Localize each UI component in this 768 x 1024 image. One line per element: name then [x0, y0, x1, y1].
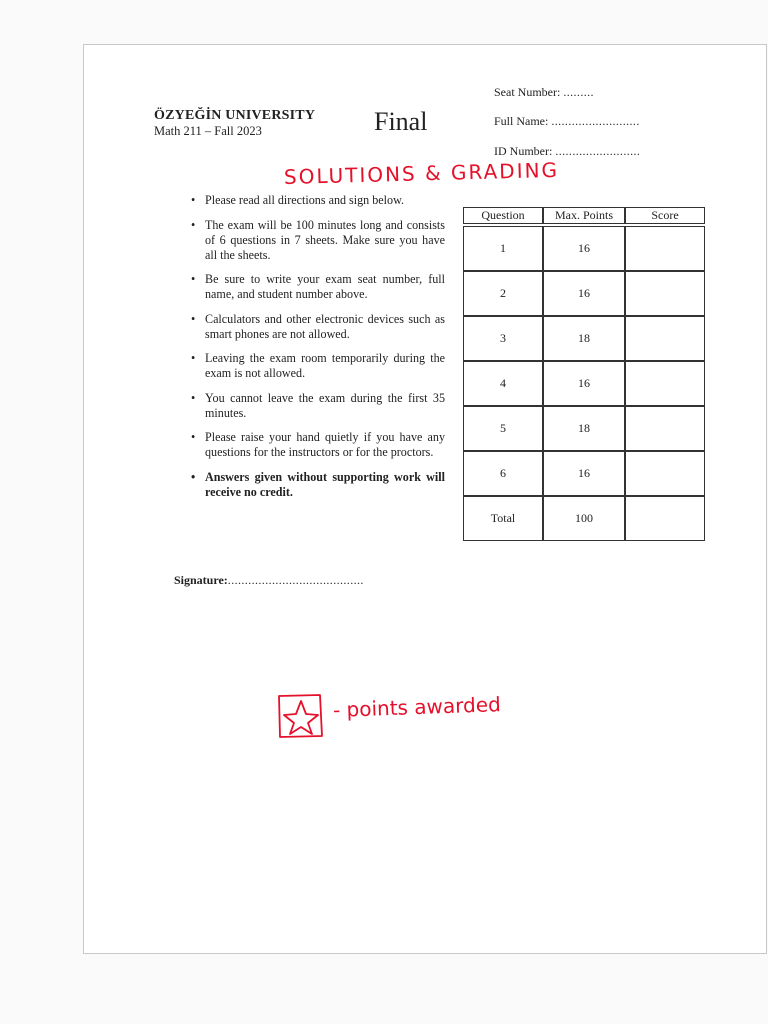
direction-item: • Calculators and other electronic devices such as smart phones are not allowed.: [191, 311, 445, 341]
header-score: Score: [625, 207, 705, 224]
question-cell: Total: [463, 496, 543, 541]
exam-cover-page: [83, 44, 767, 954]
exam-title: Final: [374, 107, 428, 136]
table-row: [463, 406, 705, 451]
signature-dots: ........................................: [227, 573, 364, 587]
direction-item: • You cannot leave the exam during the first 35 minutes.: [191, 390, 445, 420]
id-number-field: [494, 144, 640, 159]
course-name: Math 211 – Fall 2023: [154, 124, 262, 138]
table-row: [463, 226, 705, 271]
question-cell: 6: [463, 451, 543, 496]
university-name: ÖZYEĞİN UNIVERSITY: [154, 108, 316, 123]
score-cell: [625, 226, 705, 271]
direction-item: • Please raise your hand quietly if you have any questions for the instructors or for the proctors.: [191, 430, 445, 459]
direction-item: • Leaving the exam room temporarily during the exam is not allowed.: [191, 351, 445, 380]
question-cell: 3: [463, 316, 543, 361]
grading-table-header: [463, 207, 705, 224]
full-name-label: Full Name:: [494, 114, 549, 128]
max-points-cell: 16: [543, 361, 625, 406]
question-cell: 1: [463, 226, 543, 271]
score-cell: [625, 361, 705, 406]
id-number-dots: .........................: [555, 144, 641, 158]
directions-list: [187, 193, 445, 509]
seat-number-field: [494, 85, 594, 100]
seat-number-label: Seat Number:: [494, 85, 561, 99]
direction-item-no-credit: • Answers given without supporting work will receive no credit.: [191, 469, 445, 499]
solutions-grading-annotation: SOLUTIONS & GRADING: [283, 157, 560, 189]
score-cell: [625, 406, 705, 451]
full-name-field: [494, 114, 640, 129]
table-row: [463, 451, 705, 496]
signature-line: [174, 573, 364, 588]
question-cell: 2: [463, 271, 543, 316]
legend-text: - points awarded: [332, 692, 502, 722]
max-points-cell: 16: [543, 271, 625, 316]
score-cell: [625, 316, 705, 361]
question-cell: 5: [463, 406, 543, 451]
table-row: [463, 361, 705, 406]
direction-item: • Be sure to write your exam seat number, full name, and student number above.: [191, 272, 445, 301]
max-points-cell: 16: [543, 226, 625, 271]
direction-item: • Please read all directions and sign below.: [191, 193, 405, 207]
max-points-cell: 18: [543, 316, 625, 361]
score-cell: [625, 496, 705, 541]
grading-table: [463, 207, 705, 541]
score-cell: [625, 451, 705, 496]
direction-item: • The exam will be 100 minutes long and consists of 6 questions in 7 sheets. Make sure you have all the sheets.: [191, 217, 445, 262]
points-awarded-legend: [277, 690, 547, 747]
score-cell: [625, 271, 705, 316]
table-row: [463, 271, 705, 316]
table-row-total: [463, 496, 705, 541]
max-points-cell: 18: [543, 406, 625, 451]
max-points-cell: 100: [543, 496, 625, 541]
seat-number-dots: .........: [563, 85, 594, 99]
id-number-label: ID Number:: [494, 144, 553, 158]
header-max-points: Max. Points: [543, 207, 625, 224]
signature-label: Signature:: [174, 573, 228, 587]
full-name-dots: ..........................: [551, 114, 640, 128]
header-question: Question: [463, 207, 543, 224]
question-cell: 4: [463, 361, 543, 406]
max-points-cell: 16: [543, 451, 625, 496]
table-row: [463, 316, 705, 361]
